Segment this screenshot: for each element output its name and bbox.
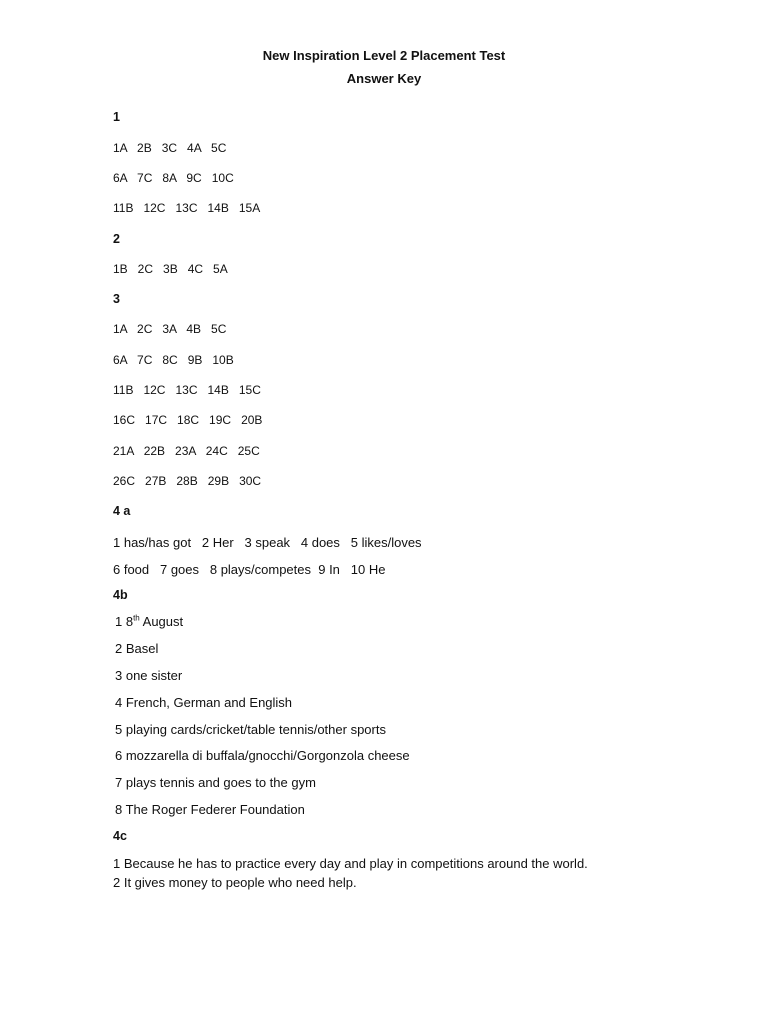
- answer-line: 1B 2C 3B 4C 5A: [113, 262, 228, 276]
- answer-line: 8 The Roger Federer Foundation: [115, 802, 305, 817]
- answer-line: 16C 17C 18C 19C 20B: [113, 413, 263, 427]
- answer-line: 6 mozzarella di buffala/gnocchi/Gorgonzola cheese: [115, 748, 410, 763]
- section-heading-3: 3: [113, 292, 120, 306]
- section-heading-4b: 4b: [113, 588, 128, 602]
- section-heading-1: 1: [113, 110, 120, 124]
- document-title: New Inspiration Level 2 Placement Test: [262, 48, 506, 63]
- answer-line: 7 plays tennis and goes to the gym: [115, 775, 316, 790]
- answer-line: 21A 22B 23A 24C 25C: [113, 444, 260, 458]
- answer-line: 2 It gives money to people who need help.: [113, 875, 357, 890]
- answer-line: 4 French, German and English: [115, 695, 293, 710]
- answer-line: 26C 27B 28B 29B 30C: [113, 474, 262, 488]
- section-heading-4a: 4 a: [113, 504, 131, 518]
- answer-line: 5 playing cards/cricket/table tennis/other sports: [115, 722, 386, 737]
- answer-line: 11B 12C 13C 14B 15A: [113, 201, 261, 215]
- section-heading-2: 2: [113, 232, 120, 246]
- answer-line: 1 Because he has to practice every day and play in competitions around the world.: [113, 856, 588, 871]
- answer-line: 6A 7C 8A 9C 10C: [113, 171, 234, 185]
- answer-line: 3 one sister: [115, 668, 183, 683]
- answer-line: 1A 2B 3C 4A 5C: [113, 141, 227, 155]
- answer-text: 1 8: [115, 614, 134, 629]
- answer-line: 6A 7C 8C 9B 10B: [113, 353, 234, 367]
- section-heading-4c: 4c: [113, 829, 127, 843]
- document-subtitle: Answer Key: [346, 71, 422, 86]
- answer-text: August: [139, 614, 184, 629]
- answer-line: [115, 614, 183, 629]
- answer-line: 6 food 7 goes 8 plays/competes 9 In 10 He: [113, 562, 386, 577]
- answer-line: 1A 2C 3A 4B 5C: [113, 322, 227, 336]
- answer-line: 1 has/has got 2 Her 3 speak 4 does 5 likes/loves: [113, 535, 422, 550]
- answer-line: 2 Basel: [115, 641, 159, 656]
- ordinal-suffix: th: [133, 613, 140, 623]
- answer-line: 11B 12C 13C 14B 15C: [113, 383, 261, 397]
